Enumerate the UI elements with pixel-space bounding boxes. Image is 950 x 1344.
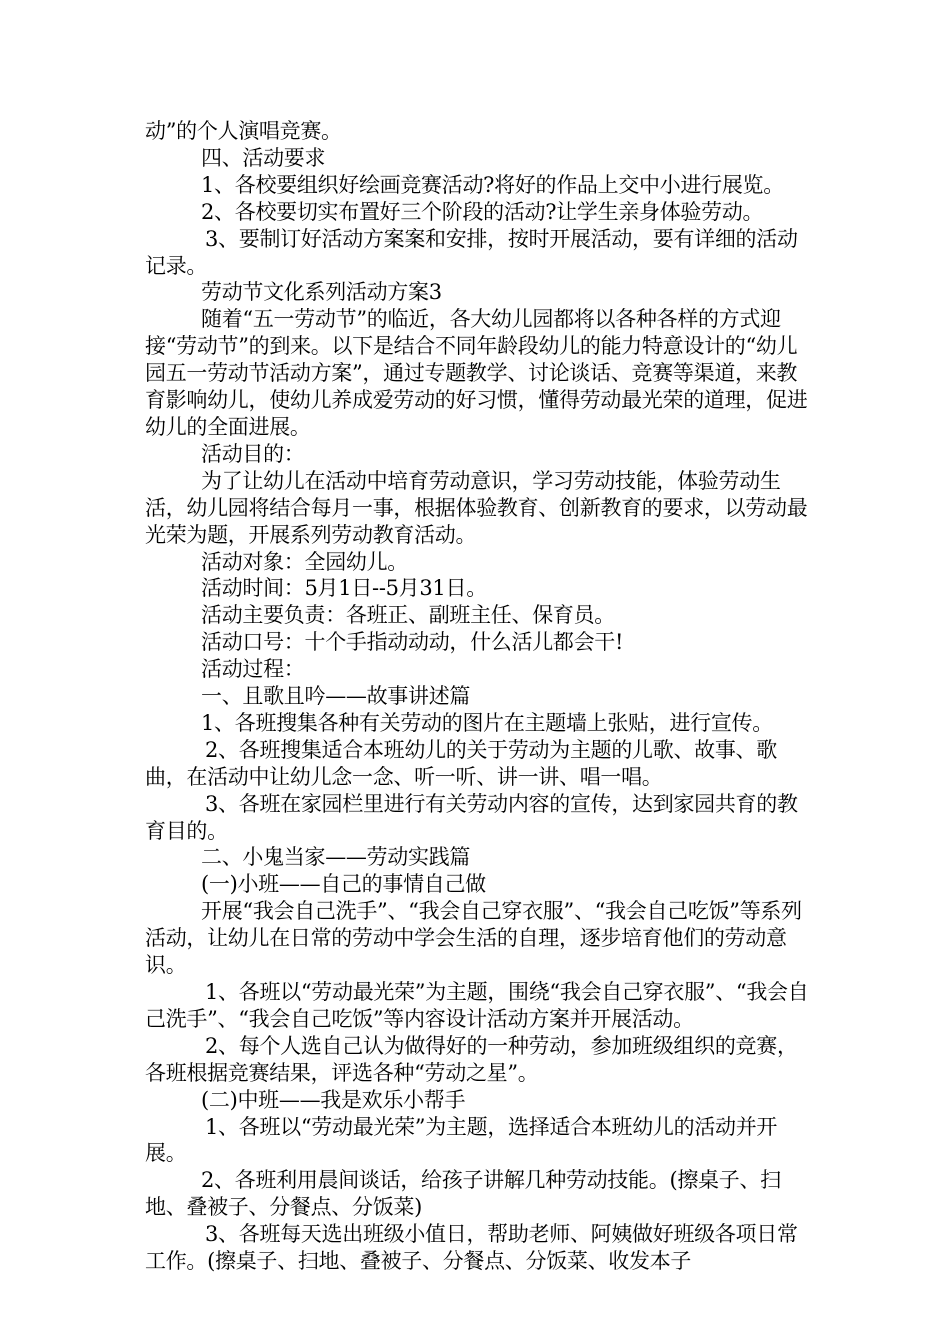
- paragraph: (二)中班——我是欢乐小帮手: [201, 1087, 466, 1112]
- paragraph: 活动目的：: [201, 441, 305, 466]
- paragraph: 活动过程：: [201, 657, 305, 682]
- document-body: [145, 118, 810, 1275]
- paragraph: 3、要制订好活动方案案和安排，按时开展活动，要有详细的活动记录。: [145, 226, 798, 278]
- paragraph: 1、各班以“劳动最光荣”为主题，围绕“我会自己穿衣服”、“我会自己洗手”、“我会自己吃饭”等内容设计活动方案并开展活动。: [145, 980, 809, 1031]
- paragraph: 活动口号：十个手指动动动，什么活儿都会干!: [201, 630, 624, 655]
- paragraph: 2、各班利用晨间谈话，给孩子讲解几种劳动技能。(擦桌子、扫地、叠被子、分餐点、分饭菜): [145, 1168, 781, 1220]
- paragraph: 劳动节文化系列活动方案3: [201, 280, 442, 305]
- paragraph: 2、各校要切实布置好三个阶段的活动?让学生亲身体验劳动。: [201, 199, 764, 224]
- paragraph: 2、每个人选自己认为做得好的一种劳动，参加班级组织的竞赛，各班根据竞赛结果，评选各种“劳动之星”。: [145, 1033, 798, 1085]
- paragraph: 3、各班每天选出班级小值日，帮助老师、阿姨做好班级各项日常工作。(擦桌子、扫地、叠被子、分餐点、分饭菜、收发本子: [145, 1222, 798, 1274]
- paragraph: 3、各班在家园栏里进行有关劳动内容的宣传，达到家园共育的教育目的。: [145, 791, 798, 843]
- paragraph: 为了让幼儿在活动中培育劳动意识，学习劳动技能，体验劳动生活，幼儿园将结合每月一事，根据体验教育、创新教育的要求，以劳动最光荣为题，开展系列劳动教育活动。: [145, 468, 808, 547]
- paragraph: 活动主要负责：各班正、副班主任、保育员。: [201, 603, 615, 628]
- paragraph: (一)小班——自己的事情自己做: [201, 872, 486, 897]
- paragraph: 活动对象：全园幼儿。: [201, 549, 408, 574]
- paragraph: 随着“五一劳动节”的临近，各大幼儿园都将以各种各样的方式迎接“劳动节”的到来。以下是结合不同年龄段幼儿的能力特意设计的“幼儿园五一劳动节活动方案”，通过专题教学、讨论谈话、竞赛等渠道，来教育影响幼儿，使幼儿养成爱劳动的好习惯，懂得劳动最光荣的道理，促进幼儿的全面进展。: [145, 307, 808, 439]
- paragraph: 四、活动要求: [201, 145, 326, 170]
- paragraph: 1、各班搜集各种有关劳动的图片在主题墙上张贴，进行宣传。: [201, 710, 773, 735]
- paragraph: 二、小鬼当家——劳动实践篇: [201, 845, 471, 870]
- paragraph: 1、各校要组织好绘画竞赛活动?将好的作品上交中小进行展览。: [201, 172, 784, 197]
- paragraph: 2、各班搜集适合本班幼儿的关于劳动为主题的儿歌、故事、歌曲，在活动中让幼儿念一念、听一听、讲一讲、唱一唱。: [145, 737, 777, 789]
- paragraph: 动”的个人演唱竞赛。: [145, 119, 342, 143]
- paragraph: 一、且歌且吟——故事讲述篇: [201, 684, 471, 709]
- paragraph: 活动时间：5月1日--5月31日。: [201, 576, 487, 601]
- paragraph: 1、各班以“劳动最光荣”为主题，选择适合本班幼儿的活动并开展。: [145, 1114, 778, 1166]
- paragraph: 开展“我会自己洗手”、“我会自己穿衣服”、“我会自己吃饭”等系列活动，让幼儿在日常的劳动中学会生活的自理，逐步培育他们的劳动意识。: [145, 899, 802, 978]
